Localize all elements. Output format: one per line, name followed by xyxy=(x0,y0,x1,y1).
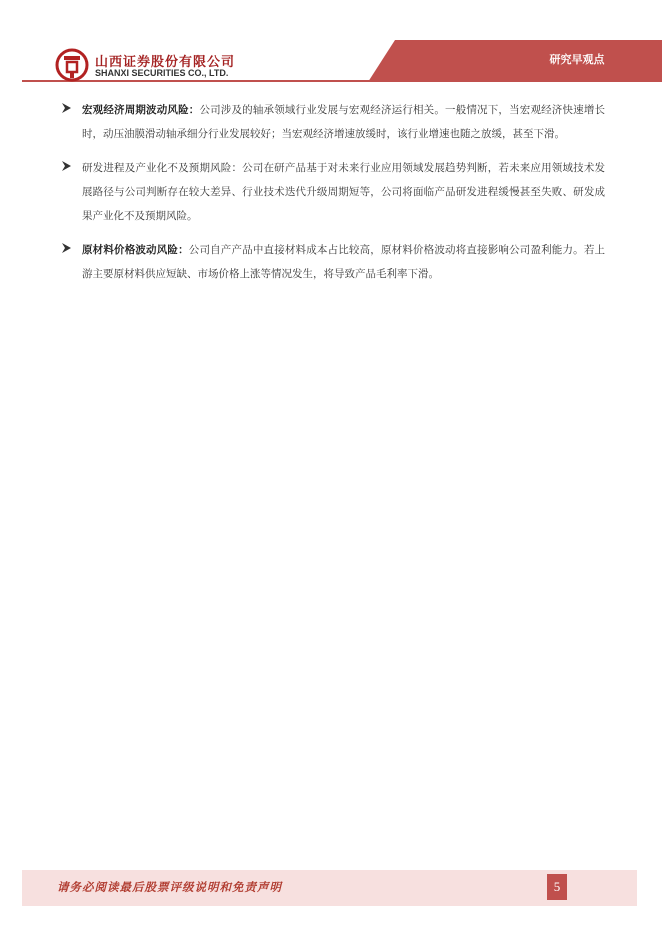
risk-title: 研发进程及产业化不及预期风险： xyxy=(82,162,243,174)
risk-paragraph xyxy=(82,98,605,146)
risk-item xyxy=(60,156,605,228)
risk-title: 原材料价格波动风险： xyxy=(82,244,189,256)
risk-item xyxy=(60,238,605,286)
risk-text: 公司自产产品中直接材料成本占比较高，原材料价格波动将直接影响公司盈利能力。若上游主要原材料供应短缺、市场价格上涨等情况发生，将导致产品毛利率下滑。 xyxy=(82,244,606,280)
risk-text: 公司涉及的轴承领域行业发展与宏观经济运行相关。一般情况下，当宏观经济快速增长时，动压油膜滑动轴承细分行业发展较好；当宏观经济增速放缓时，该行业增速也随之放缓，甚至下滑。 xyxy=(82,104,606,140)
risk-title: 宏观经济周期波动风险： xyxy=(82,104,200,116)
arrow-bullet-icon xyxy=(60,102,72,114)
page-header xyxy=(0,0,662,85)
risk-paragraph xyxy=(82,156,605,228)
disclaimer-link[interactable]: 请务必阅读最后股票评级说明和免责声明 xyxy=(57,880,282,894)
arrow-bullet-icon xyxy=(60,160,72,172)
section-tag: 研究早观点 xyxy=(549,53,605,66)
company-name-en: SHANXI SECURITIES CO., LTD. xyxy=(95,68,229,78)
risk-paragraph xyxy=(82,238,605,286)
company-name-cn: 山西证券股份有限公司 xyxy=(95,55,236,70)
company-logo-icon xyxy=(55,48,89,82)
risk-item xyxy=(60,98,605,146)
page-number: 5 xyxy=(547,874,567,900)
risk-list xyxy=(60,98,605,296)
risk-text: 公司在研产品基于对未来行业应用领域发展趋势判断，若未来应用领域技术发展路径与公司判断存在较大差异、行业技术迭代升级周期短等，公司将面临产品研发进程缓慢甚至失败、研发成果产业化不及预期风险。 xyxy=(82,162,605,222)
arrow-bullet-icon xyxy=(60,242,72,254)
